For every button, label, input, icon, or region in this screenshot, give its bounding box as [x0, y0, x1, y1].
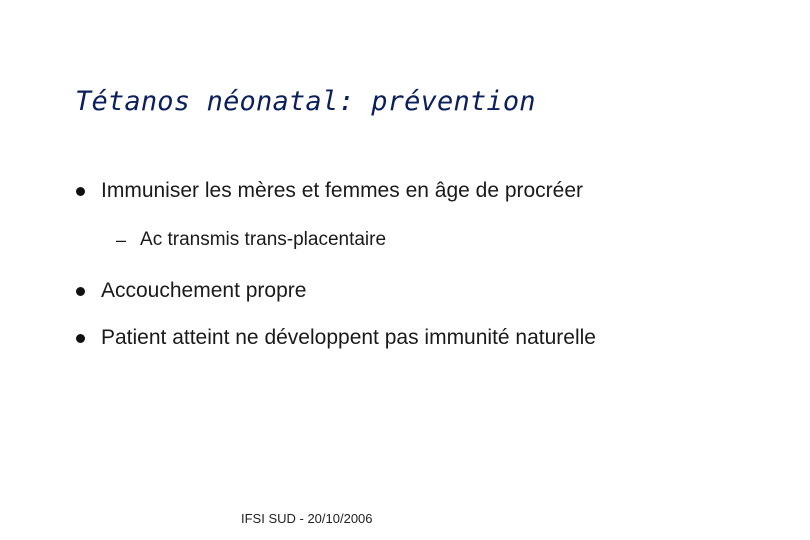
sub-bullet-item: [116, 229, 386, 251]
slide-title: Tétanos néonatal: prévention: [75, 86, 536, 117]
bullet-dot-icon: [76, 334, 85, 343]
sub-bullet-dash: –: [116, 229, 127, 250]
bullet-item: [76, 326, 596, 350]
bullet-dot-icon: [76, 287, 85, 296]
bullet-item: [76, 279, 306, 303]
bullet-text: Accouchement propre: [101, 279, 307, 302]
bullet-item: [76, 179, 583, 203]
bullet-text: Patient atteint ne développent pas immunité naturelle: [101, 326, 596, 349]
bullet-dot-icon: [76, 187, 85, 196]
sub-bullet-text: Ac transmis trans-placentaire: [140, 229, 387, 250]
slide-footer: IFSI SUD - 20/10/2006: [241, 511, 373, 526]
bullet-text: Immuniser les mères et femmes en âge de procréer: [101, 179, 584, 202]
